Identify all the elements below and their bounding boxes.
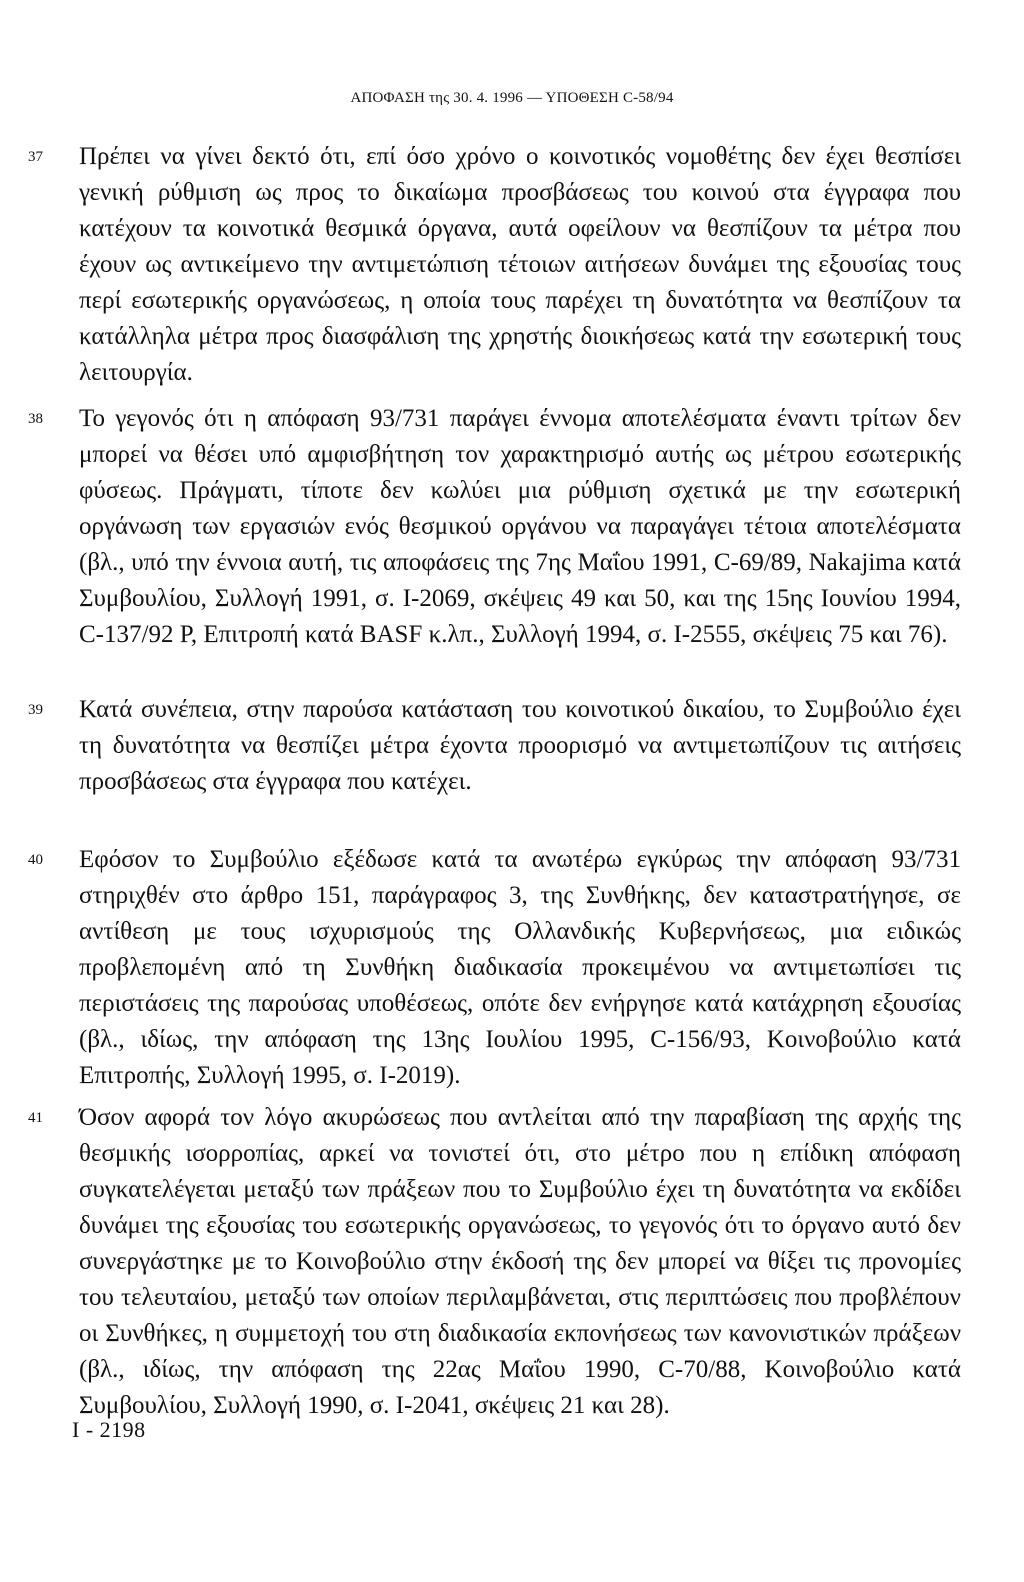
paragraph-text: Το γεγονός ότι η απόφαση 93/731 παράγει έννομα αποτελέσματα έναντι τρίτων δεν μπορεί να θέσει υπό αμφισβήτηση τον χαρακτηρισμό αυτής ως μέτρου εσωτερικής φύσεως. Πράγματι, τίποτε δεν κωλύει μια ρύθμιση σχετικά με την εσωτερική οργάνωση των εργασιών ενός θεσμικού οργάνου να παραγάγει τέτοια αποτελέσματα (βλ., υπό την έννοια αυτή, τις αποφάσεις της 7ης Μαΐου 1991, C-69/89, Nakajima κατά Συμβουλίου, Συλλογή 1991, σ. I-2069, σκέψεις 49 και 50, και της 15ης Ιουνίου 1994, C-137/92 Ρ, Επιτροπή κατά BASF κ.λπ., Συλλογή 1994, σ. I-2555, σκέψεις 75 και 76). [79,405,961,648]
paragraph-text: Όσον αφορά τον λόγο ακυρώσεως που αντλείται από την παραβίαση της αρχής της θεσμικής ισορροπίας, αρκεί να τονιστεί ότι, στο μέτρο που η επίδικη απόφαση συγκατελέγεται μεταξύ των πράξεων που το Συμβούλιο έχει τη δυνατότητα να εκδίδει δυνάμει της εξουσίας του εσωτερικής οργανώσεως, το γεγονός ότι το όργανο αυτό δεν συνεργάστηκε με το Κοινοβούλιο στην έκδοσή της δεν μπορεί να θίξει τις προνομίες του τελευταίου, μεταξύ των οποίων περιλαμβάνεται, στις περιπτώσεις που προβλέπουν οι Συνθήκες, η συμμετοχή του στη διαδικασία εκπονήσεως των κανονιστικών πράξεων (βλ., ιδίως, την απόφαση της 22ας Μαΐου 1990, C-70/88, Κοινοβούλιο κατά Συμβουλίου, Συλλογή 1990, σ. I-2041, σκέψεις 21 και 28). [79,1104,961,1419]
paragraph-number: 40 [28,852,43,868]
paragraph-text: Εφόσον το Συμβούλιο εξέδωσε κατά τα ανωτέρω εγκύρως την απόφαση 93/731 στηριχθέν στο άρθρο 151, παράγραφος 3, της Συνθήκης, δεν καταστρατήγησε, σε αντίθεση με τους ισχυρισμούς της Ολλανδικής Κυβερνήσεως, μια ειδικώς προβλεπομένη από τη Συνθήκη διαδικασία προκειμένου να αντιμετωπίσει τις περιστάσεις της παρούσας υποθέσεως, οπότε δεν ενήργησε κατά κατάχρηση εξουσίας (βλ., ιδίως, την απόφαση της 13ης Ιουλίου 1995, C-156/93, Κοινοβούλιο κατά Επιτροπής, Συλλογή 1995, σ. I-2019). [79,846,961,1089]
paragraph-number: 37 [28,149,43,165]
page-number: I - 2198 [72,1417,146,1442]
paragraph-number: 41 [28,1110,43,1126]
paragraph-text: Κατά συνέπεια, στην παρούσα κατάσταση του κοινοτικού δικαίου, το Συμβούλιο έχει τη δυνατότητα να θεσπίζει μέτρα έχοντα προορισμό να αντιμετωπίζουν τις αιτήσεις προσβάσεως στα έγγραφα που κατέχει. [79,696,961,795]
paragraph-text: Πρέπει να γίνει δεκτό ότι, επί όσο χρόνο ο κοινοτικός νομοθέτης δεν έχει θεσπίσει γενική ρύθμιση ως προς το δικαίωμα προσβάσεως του κοινού στα έγγραφα που κατέχουν τα κοινοτικά θεσμικά όργανα, αυτά οφείλουν να θεσπίζουν τα μέτρα που έχουν ως αντικείμενο την αντιμετώπιση τέτοιων αιτήσεων δυνάμει της εξουσίας τους περί εσωτερικής οργανώσεως, η οποία τους παρέχει τη δυνατότητα να θεσπίζουν τα κατάλληλα μέτρα προς διασφάλιση της χρηστής διοικήσεως κατά την εσωτερική τους λειτουργία. [79,143,961,386]
page-header: ΑΠΟΦΑΣΗ της 30. 4. 1996 — ΥΠΟΘΕΣΗ C-58/94 [350,90,674,106]
paragraph-number: 39 [28,702,43,718]
paragraph-number: 38 [28,411,43,427]
